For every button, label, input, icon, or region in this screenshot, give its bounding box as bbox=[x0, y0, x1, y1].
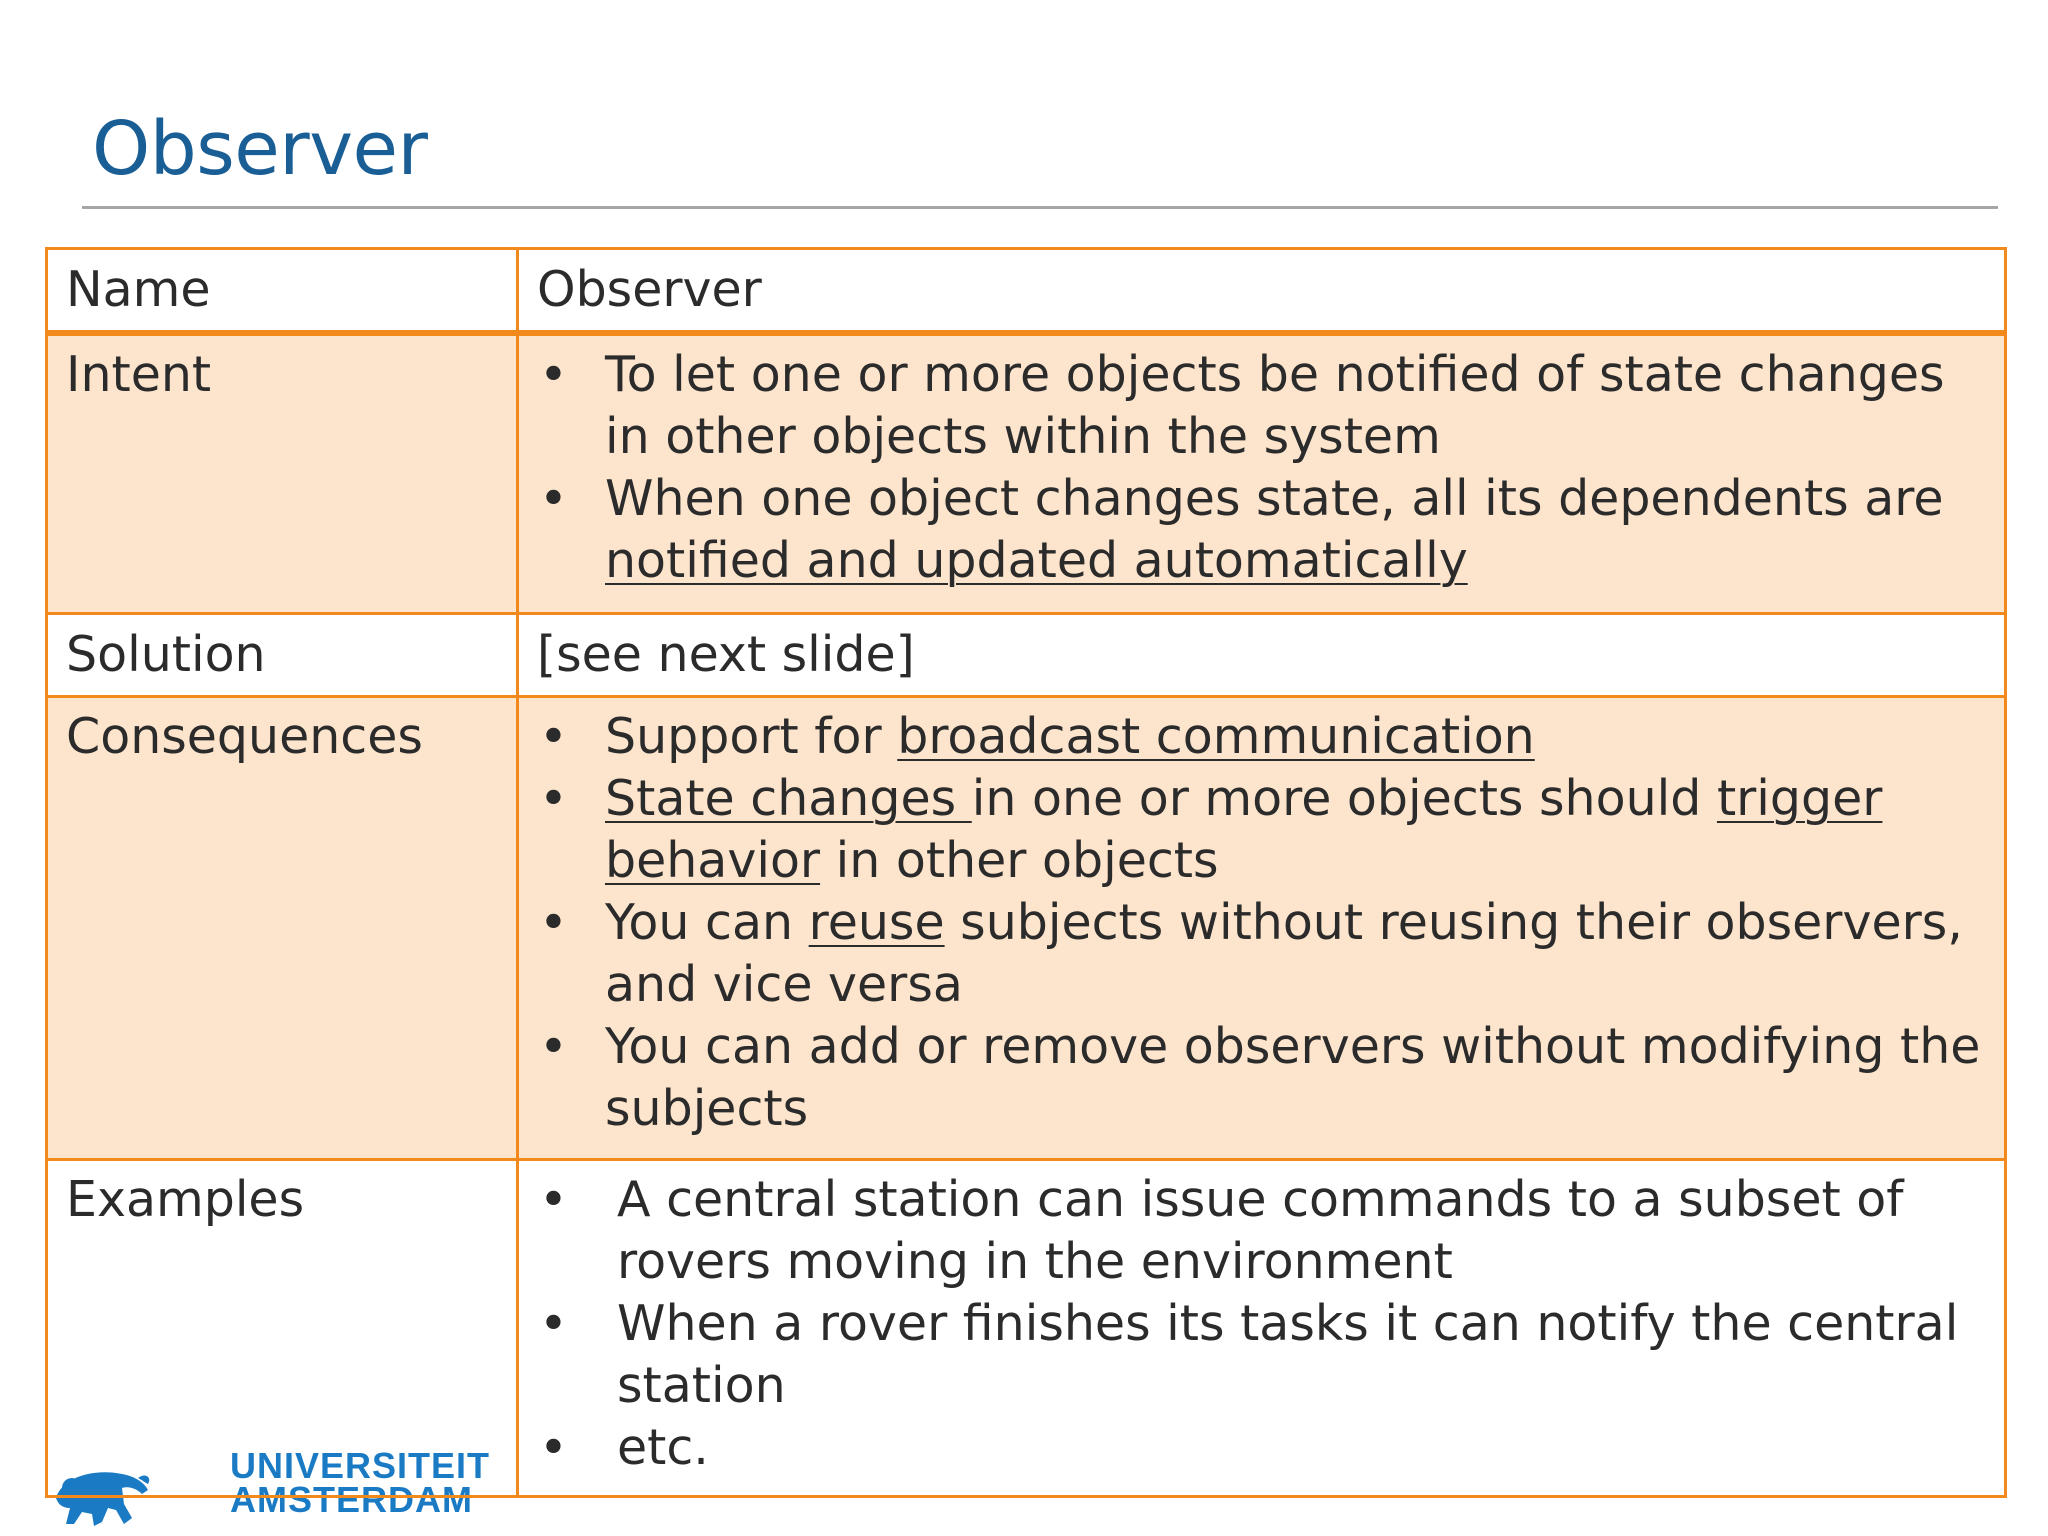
bullet-text: You can bbox=[605, 894, 809, 951]
value-examples bbox=[518, 1160, 2006, 1497]
pattern-table bbox=[45, 247, 2007, 1498]
value-intent bbox=[518, 333, 2006, 614]
bullet-item bbox=[537, 1293, 1994, 1417]
label-examples: Examples bbox=[47, 1160, 518, 1497]
bullet-item bbox=[537, 768, 1994, 892]
value-solution: [see next slide] bbox=[518, 614, 2006, 697]
underlined-text: trigger behavior bbox=[605, 770, 1883, 889]
bullet-text: etc. bbox=[617, 1419, 709, 1476]
bullet-item bbox=[537, 892, 1994, 1016]
bullet-item bbox=[537, 344, 1994, 468]
bullet-text: in one or more objects should bbox=[971, 770, 1717, 827]
bullet-item bbox=[537, 1016, 1994, 1140]
examples-list bbox=[537, 1169, 1994, 1479]
value-consequences bbox=[518, 697, 2006, 1160]
bullet-item bbox=[537, 468, 1994, 592]
underlined-text: State changes bbox=[605, 770, 972, 827]
label-intent: Intent bbox=[47, 333, 518, 614]
bullet-text: in other objects bbox=[820, 832, 1219, 889]
bullet-text: A central station can issue commands to a subset of rovers moving in the environment bbox=[617, 1171, 1904, 1290]
underlined-text: reuse bbox=[808, 894, 945, 951]
bullet-text: When one object changes state, all its dependents are bbox=[605, 470, 1944, 527]
consequences-list bbox=[537, 706, 1994, 1140]
label-name: Name bbox=[47, 249, 518, 334]
row-name bbox=[47, 249, 2006, 334]
bullet-text: subjects without reusing their observers, and vice versa bbox=[605, 894, 1963, 1013]
row-solution bbox=[47, 614, 2006, 697]
label-consequences: Consequences bbox=[47, 697, 518, 1160]
bullet-text: Support for bbox=[605, 708, 898, 765]
bullet-text: You can add or remove observers without modifying the subjects bbox=[605, 1018, 1981, 1137]
label-solution: Solution bbox=[47, 614, 518, 697]
row-consequences bbox=[47, 697, 2006, 1160]
bullet-text: When a rover finishes its tasks it can notify the central station bbox=[617, 1295, 1959, 1414]
row-intent bbox=[47, 333, 2006, 614]
bullet-item bbox=[537, 1417, 1994, 1479]
row-examples bbox=[47, 1160, 2006, 1497]
underlined-text: notified and updated automatically bbox=[605, 532, 1468, 589]
title-divider bbox=[82, 206, 1998, 209]
underlined-text: broadcast communication bbox=[897, 708, 1535, 765]
bullet-item bbox=[537, 706, 1994, 768]
intent-list bbox=[537, 344, 1994, 592]
logo-line-2: AMSTERDAM bbox=[230, 1479, 473, 1520]
value-name: Observer bbox=[518, 249, 2006, 334]
logo-line-1: UNIVERSITEIT bbox=[230, 1445, 491, 1486]
bullet-text: To let one or more objects be notified of state changes in other objects within the system bbox=[605, 346, 1945, 465]
bullet-item bbox=[537, 1169, 1994, 1293]
slide-title: Observer bbox=[92, 106, 428, 192]
